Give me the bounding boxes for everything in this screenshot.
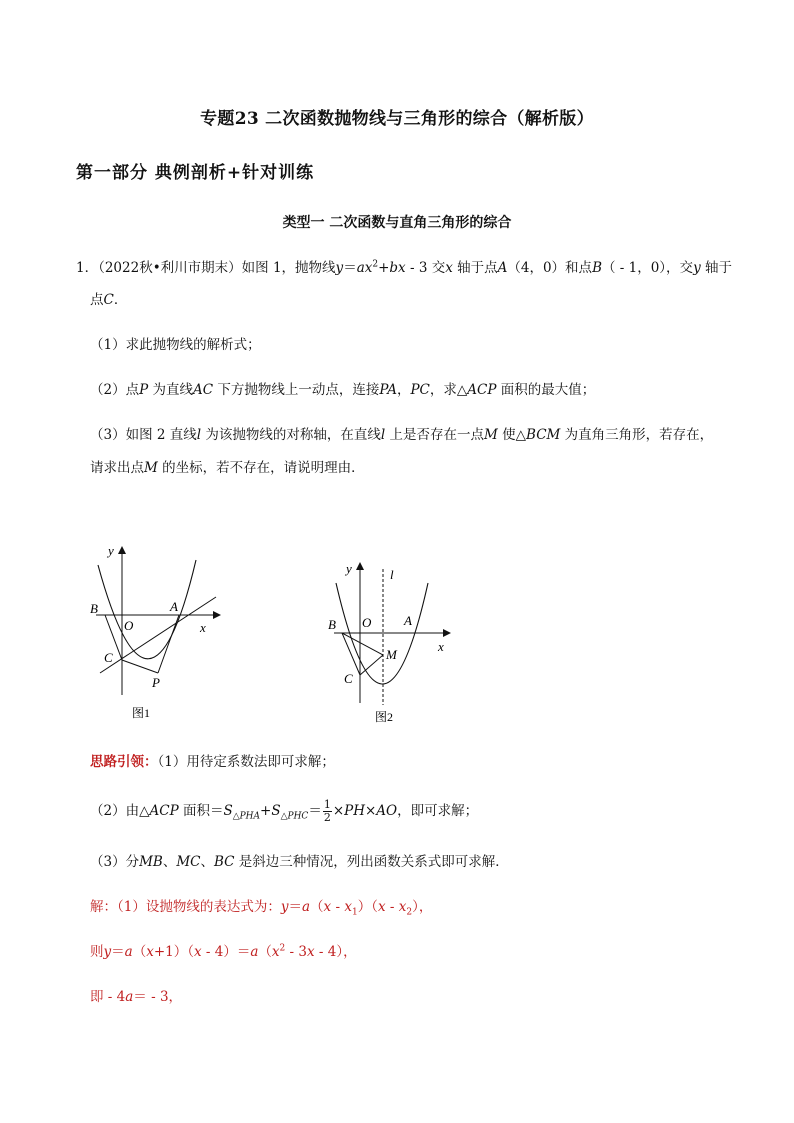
- figure-1-label-p: P: [152, 675, 160, 690]
- hint-line-3: （3）分MB、MC、BC 是斜边三种情况，列出函数关系式即可求解．: [90, 854, 509, 870]
- type-heading: 类型一 二次函数与直角三角形的综合: [282, 215, 512, 231]
- figure-1: [80, 535, 230, 735]
- figure-1-label-c: C: [104, 650, 113, 665]
- problem-line-1: 1．（2022秋•利川市期末）如图 1，抛物线$y=ax^2+bx - 3$ 交x 轴于点A（4，0）和点B（ - 1，0），交y 轴于: [76, 259, 732, 276]
- solution-line-1: 解：（1）设抛物线的表达式为：$y=a(x - x_1)(x - x_2)$，: [90, 899, 433, 918]
- figure-1-line-ca: [100, 597, 216, 673]
- figure-2-segment-cm: [360, 655, 383, 675]
- hint-label: 思路引领：: [90, 754, 158, 770]
- figure-1-segment-pa: [158, 615, 179, 673]
- question-2: （2）点P 为直线AC 下方抛物线上一动点，连接PA，PC，求△ACP 面积的最大值；: [90, 382, 596, 398]
- figure-2: [320, 555, 460, 730]
- part-heading: 第一部分 典例剖析+针对训练: [76, 163, 315, 183]
- question-1: （1）求此抛物线的解析式；: [90, 337, 261, 353]
- figure-2-label-c: C: [344, 671, 353, 686]
- figure-1-caption: 图1: [132, 706, 151, 720]
- hint-line-2: （2）由△ACP 面积$=S_{\triangle PHA}+S_{\triangle PHC}=$ $\frac{1}{2}$ ×PH×AO，即可求解；: [90, 798, 479, 824]
- hint-line-1: 思路引领：（1）用待定系数法即可求解；: [90, 754, 335, 770]
- figure-2-label-o: O: [362, 615, 372, 630]
- figure-2-segment-bm: [342, 633, 383, 655]
- figure-2-label-b: B: [328, 617, 336, 632]
- document-title: 专题23 二次函数抛物线与三角形的综合（解析版）: [200, 109, 594, 129]
- figure-1-label-o: O: [124, 618, 134, 633]
- problem-line-2: 点C．: [90, 292, 128, 308]
- solution-line-2: 则$y=a(x+1)(x - 4)=a(x^2 - 3x - 4)$，: [90, 943, 357, 960]
- figure-2-caption: 图2: [375, 710, 394, 724]
- solution-line-3: 即 - 4a＝ - 3，: [90, 989, 183, 1005]
- fraction-one-half: $\frac{1}{2}$: [323, 798, 331, 824]
- figure-2-label-l: l: [390, 567, 394, 582]
- figure-1-segment-cp: [122, 660, 158, 673]
- figure-2-label-a: A: [404, 613, 412, 628]
- figure-2-label-x: x: [438, 639, 444, 654]
- figure-2-label-y: y: [346, 561, 352, 576]
- question-3-line-1: （3）如图 2 直线l 为该抛物线的对称轴，在直线l 上是否存在一点M 使△BCM 为直角三角形，若存在，: [90, 427, 714, 443]
- figure-1-label-a: A: [170, 599, 178, 614]
- question-3-line-2: 请求出点M 的坐标，若不存在，请说明理由．: [90, 460, 365, 476]
- figure-1-parabola: [98, 560, 196, 659]
- figure-1-label-b: B: [90, 601, 98, 616]
- figure-1-label-x: x: [200, 620, 206, 635]
- figure-2-label-m: M: [386, 647, 397, 662]
- figure-1-label-y: y: [108, 543, 114, 558]
